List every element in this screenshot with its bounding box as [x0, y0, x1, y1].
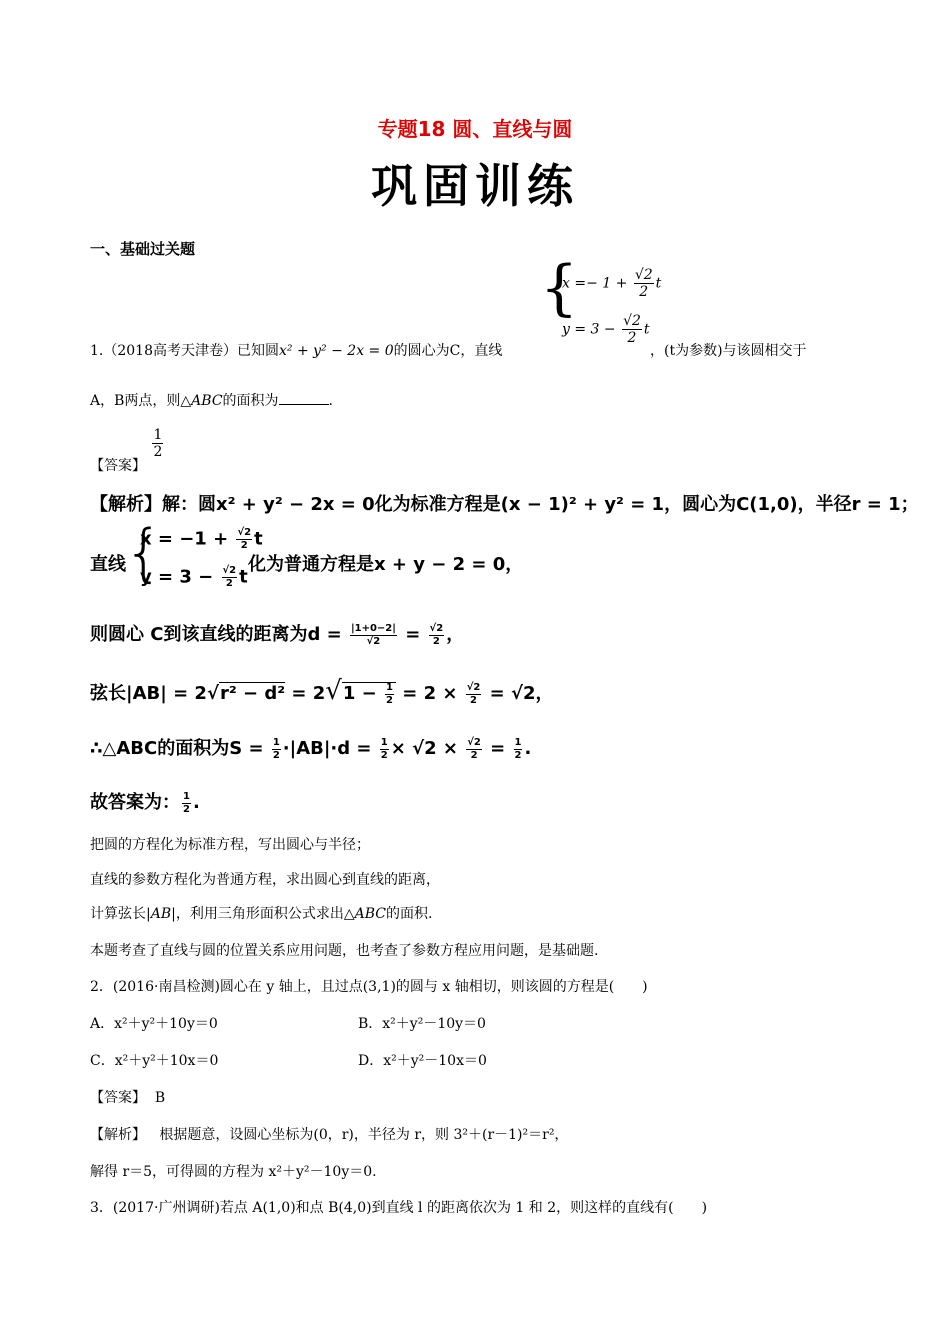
- a1-analysis5-frac2: [380, 738, 389, 761]
- a1-analysis4-frac2: [466, 683, 482, 706]
- q1-suffix: ，(t为参数)与该圆相交于: [650, 343, 807, 359]
- q1-sys-line2: [562, 314, 650, 345]
- a1-analysis2-den1: 2: [240, 540, 248, 551]
- a1-analysis3-num2: √2: [429, 622, 444, 634]
- q3-stem: 3．(2017·广州调研)若点 A(1,0)和点 B(4,0)到直线 l 的距离依次为 1 和 2，则这样的直线有( ): [90, 1200, 708, 1216]
- a1-analysis2-den2: 2: [225, 578, 233, 589]
- a1-analysis-line4: 弦长|AB| = 2√r² − d² = 2√1 − $\frac{1}{2}$ = 2 × $\frac{√2}{2}$ = √2，: [90, 676, 554, 706]
- q2-solve: 解得 r＝5，可得圆的方程为 x²＋y²－10y＝0.: [90, 1164, 377, 1180]
- q1-line2-end: .: [328, 393, 333, 409]
- a1-analysis5-c: × √2 ×: [390, 738, 465, 759]
- q1-sys-line1-num: √2: [634, 267, 653, 283]
- a1-analysis3-den1: √2: [366, 635, 381, 647]
- a1-analysis4-frac1: [385, 683, 394, 706]
- a1-note3-c: 的面积.: [385, 906, 433, 922]
- q1-prefix: 1.（2018高考天津卷）已知圆: [90, 343, 279, 359]
- q2-option-b: B．x²＋y²－10y＝0: [358, 1016, 486, 1032]
- a1-analysis4-sqrt2: [342, 682, 396, 704]
- a1-analysis5-n4: 1: [514, 736, 522, 748]
- a1-analysis2-r1: x = −1 +: [140, 528, 235, 550]
- q1-sys-line1-a: x =− 1 +: [562, 275, 628, 292]
- page-title: 巩固训练: [371, 159, 579, 213]
- a1-note2: 直线的参数方程化为普通方程，求出圆心到直线的距离，: [90, 872, 440, 888]
- a1-analysis2-row1: [140, 528, 263, 551]
- a1-analysis5-d2: 2: [380, 749, 388, 761]
- a1-analysis2-brace: {: [124, 516, 164, 589]
- q1-brace: {: [540, 253, 579, 323]
- a1-analysis5-b: ·|AB|·d =: [282, 738, 378, 759]
- a1-analysis2-t2: t: [239, 566, 248, 588]
- q1-sys-line2-num: √2: [623, 313, 641, 329]
- q1-mid: 的圆心为C，直线: [393, 343, 503, 359]
- q1-sys-line1: [562, 268, 661, 299]
- a1-analysis4-den: 2: [385, 694, 393, 706]
- q1-line2-a: A，B两点，则: [90, 393, 181, 409]
- a1-analysis5-n1: 1: [272, 736, 280, 748]
- q2-analysis-text: 根据题意，设圆心坐标为(0，r)，半径为 r，则 3²＋(r－1)²＝r²，: [159, 1127, 569, 1143]
- a1-analysis-line3: [90, 620, 464, 647]
- a1-analysis-line1: 【解析】解：圆x² + y² − 2x = 0化为标准方程是(x − 1)² + y² = 1，圆心为C(1,0)，半径r = 1；: [90, 494, 919, 515]
- a1-analysis2-num1: √2: [237, 527, 252, 538]
- a1-final-num: 1: [183, 790, 190, 802]
- a1-analysis2-row2: [140, 566, 248, 589]
- q1-sys-line1-b: t: [655, 275, 662, 292]
- a1-analysis4-num2: √2: [466, 681, 481, 693]
- a1-analysis4-c: 1 −: [342, 683, 383, 704]
- q2-answer-value: B: [154, 1090, 166, 1106]
- a1-analysis4-den2: 2: [470, 694, 478, 706]
- q2-option-a: A．x²＋y²＋10y＝0: [90, 1016, 218, 1032]
- q2-option-c: C．x²＋y²＋10x＝0: [90, 1053, 219, 1069]
- q1-stem-line2: [90, 390, 333, 410]
- a1-analysis2-a: 直线: [90, 554, 126, 575]
- q1-sys-line2-b: t: [643, 321, 650, 338]
- a1-analysis3-frac1: [350, 624, 397, 647]
- a1-analysis2-t1: t: [254, 528, 263, 550]
- q1-triangle: △ABC: [180, 393, 223, 409]
- a1-note3: [90, 903, 432, 923]
- a1-analysis5-d: =: [483, 738, 512, 759]
- a1-analysis5-a: ∴△ABC的面积为S =: [90, 738, 270, 759]
- q2-stem: 2．(2016·南昌检测)圆心在 y 轴上，且过点(3,1)的圆与 x 轴相切，则该圆的方程是( ): [90, 979, 648, 995]
- a1-final-a: 故答案为：: [90, 792, 180, 813]
- section-heading: 一、基础过关题: [90, 240, 196, 258]
- a1-analysis3-c: ，: [446, 624, 465, 645]
- a1-analysis2-b: 化为普通方程是x + y − 2 = 0，: [248, 554, 524, 575]
- a1-note1: 把圆的方程化为标准方程，写出圆心与半径；: [90, 837, 370, 853]
- q2-answer: [90, 1087, 165, 1107]
- a1-analysis5-n3: √2: [467, 736, 481, 748]
- a1-final: [90, 788, 200, 815]
- a1-analysis2-frac1: [236, 528, 252, 551]
- a1-analysis3-num1: |1+0−2|: [350, 622, 396, 634]
- a1-answer-num: 1: [153, 427, 163, 443]
- q1-sys-line1-den: 2: [639, 284, 649, 300]
- q1-stem-line1: [90, 340, 502, 360]
- a1-note3-b: ，利用三角形面积公式求出: [175, 906, 344, 922]
- a1-analysis4-sqrt: r² − d²: [219, 683, 286, 704]
- a1-note3-a: 计算弦长: [90, 906, 146, 922]
- q2-option-d: D．x²＋y²－10x＝0: [358, 1053, 487, 1069]
- a1-analysis3-den2: 2: [432, 635, 440, 647]
- a1-analysis5-frac4: [514, 738, 523, 761]
- q2-analysis-label: 【解析】: [90, 1127, 146, 1143]
- a1-analysis5-n2: 1: [380, 736, 388, 748]
- a1-analysis5-e: .: [524, 738, 532, 759]
- q1-sys-line2-a: y = 3 −: [562, 321, 616, 338]
- a1-final-b: .: [192, 792, 200, 813]
- a1-analysis-line5: [90, 734, 531, 761]
- a1-final-den: 2: [183, 803, 190, 815]
- a1-analysis5-d3: 2: [470, 749, 478, 761]
- q1-sys-line2-frac: [622, 314, 642, 345]
- a1-note3-tri: △ABC: [343, 906, 386, 922]
- a1-analysis4-d: = 2 ×: [395, 683, 464, 704]
- a1-analysis3-a: 则圆心 C到该直线的距离为d =: [90, 624, 348, 645]
- a1-answer: [90, 427, 165, 474]
- a1-analysis3-b: =: [398, 624, 427, 645]
- q2-analysis: [90, 1124, 568, 1144]
- a1-answer-den: 2: [153, 444, 163, 460]
- a1-note3-ab: |AB|: [146, 906, 176, 922]
- a1-answer-label: 【答案】: [90, 457, 146, 474]
- a1-analysis2-num2: √2: [222, 565, 237, 576]
- a1-analysis4-num: 1: [385, 681, 393, 693]
- q1-answer-blank: [279, 390, 329, 405]
- q1-sys-line2-den: 2: [627, 330, 637, 346]
- topic-title: 专题18 圆、直线与圆: [377, 117, 573, 141]
- a1-analysis4-e: = √2，: [483, 683, 554, 704]
- a1-note4: 本题考查了直线与圆的位置关系应用问题，也考查了参数方程应用问题，是基础题.: [90, 943, 599, 959]
- a1-analysis5-d1: 2: [272, 749, 280, 761]
- a1-analysis2-r2: y = 3 −: [140, 566, 220, 588]
- a1-analysis5-frac3: [466, 738, 482, 761]
- a1-analysis5-frac1: [272, 738, 281, 761]
- a1-analysis3-frac2: [429, 624, 445, 647]
- a1-analysis4-a: 弦长|AB| = 2: [90, 683, 207, 704]
- a1-analysis5-d4: 2: [514, 749, 522, 761]
- q1-circle-eq: x² + y² − 2x = 0: [279, 343, 394, 359]
- a1-analysis4-b: = 2: [285, 683, 326, 704]
- q2-answer-label: 【答案】: [90, 1090, 146, 1106]
- a1-analysis2-frac2: [222, 566, 238, 589]
- a1-final-frac: [182, 792, 191, 815]
- q1-sys-line1-frac: [634, 268, 654, 299]
- a1-answer-frac: [152, 428, 163, 459]
- q1-line2-b: 的面积为: [222, 393, 279, 409]
